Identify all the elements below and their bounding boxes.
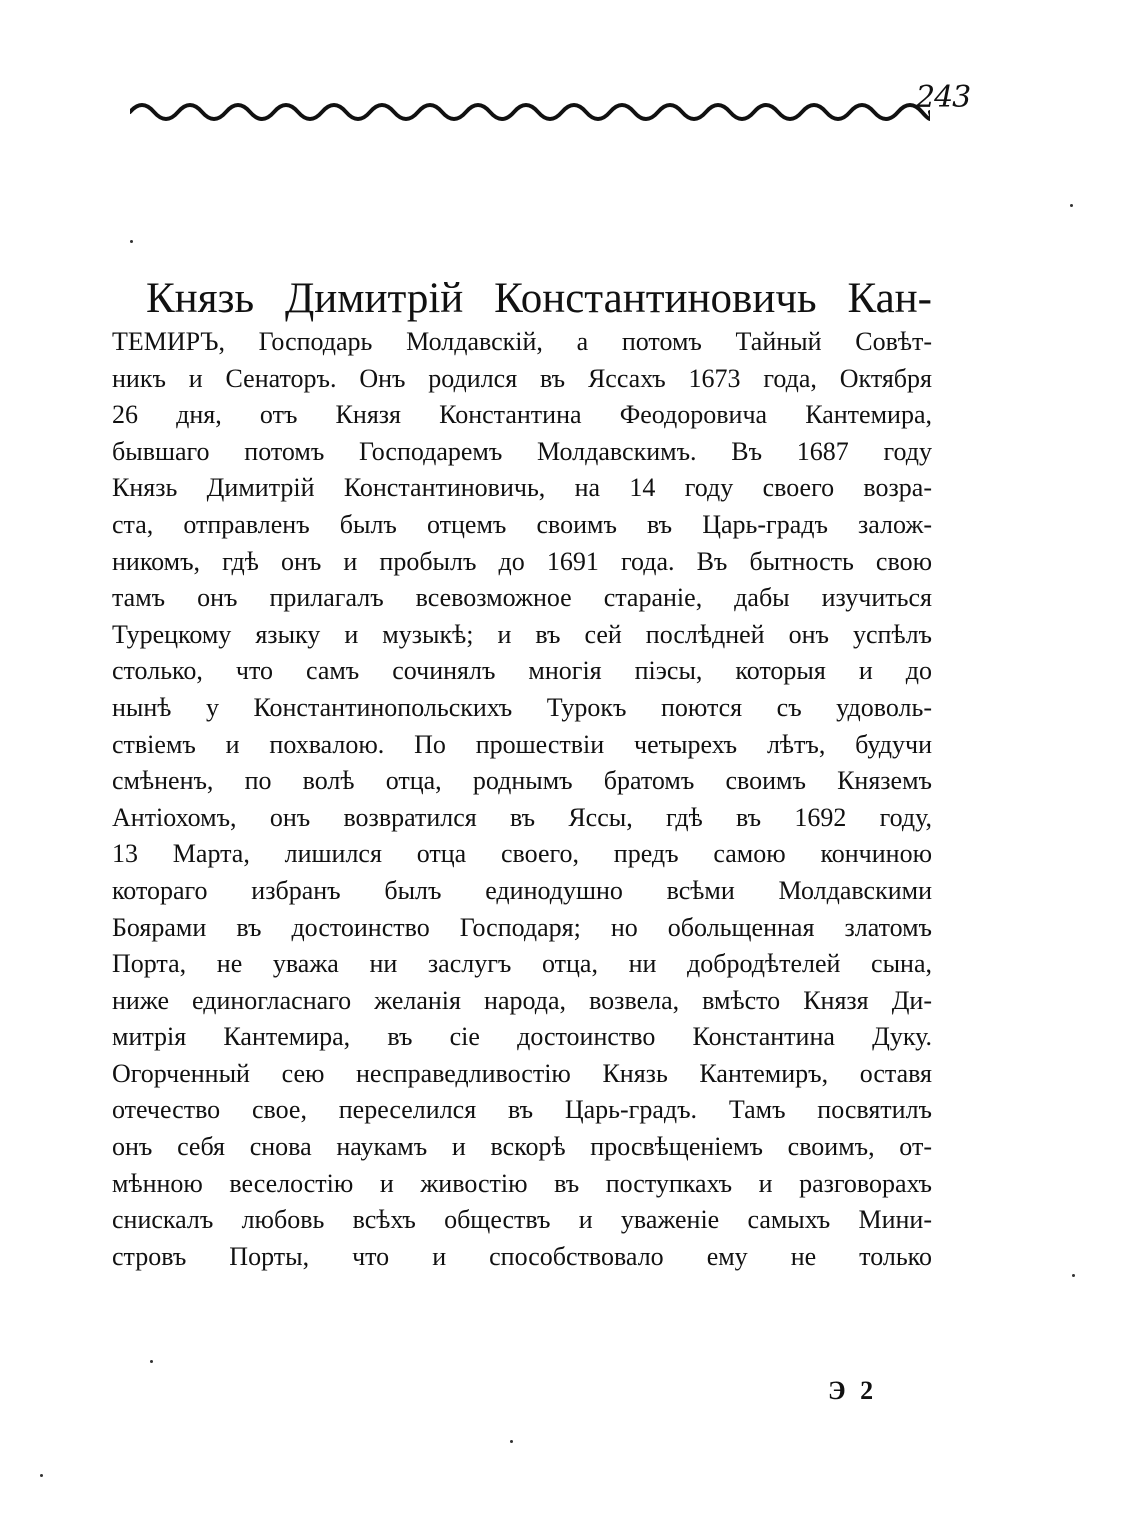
text-line: тамъ онъ прилагалъ всевозможное стараніе, дабы изучиться: [112, 583, 932, 613]
body-text: [112, 274, 932, 1275]
text-line: ниже единогласнаго желанія народа, возвела, вмѣсто Князя Ди-: [112, 985, 932, 1015]
text-line: нынѣ у Константинопольскихъ Турокъ поются съ удоволь-: [112, 692, 932, 722]
text-line: Порта, не уважа ни заслугъ отца, ни добродѣтелей сына,: [112, 949, 932, 979]
text-line: митрія Кантемира, въ сіе достоинство Константина Дуку.: [112, 1022, 932, 1052]
ink-speck: [1072, 1274, 1075, 1277]
ink-speck: [150, 1360, 153, 1363]
text-line: ствіемъ и похвалою. По прошествіи четырехъ лѣтъ, будучи: [112, 729, 932, 759]
text-line: онъ себя снова наукамъ и вскорѣ просвѣщеніемъ своимъ, от-: [112, 1132, 932, 1162]
text-line: столько, что самъ сочинялъ многія піэсы, которыя и до: [112, 656, 932, 686]
ink-speck: [40, 1474, 43, 1477]
text-line: Боярами въ достоинство Господаря; но обольщенная златомъ: [112, 912, 932, 942]
text-line: смѣненъ, по волѣ отца, роднымъ братомъ своимъ Княземъ: [112, 766, 932, 796]
wave-ornament-rule: [130, 92, 930, 132]
text-line: снискалъ любовь всѣхъ обществъ и уваженіе самыхъ Мини-: [112, 1205, 932, 1235]
text-line: котораго избранъ былъ единодушно всѣми Молдавскими: [112, 875, 932, 905]
text-line: бывшаго потомъ Господаремъ Молдавскимъ. Въ 1687 году: [112, 436, 932, 466]
text-line: стровъ Порты, что и способствовало ему не только: [112, 1241, 932, 1271]
text-line: мѣнною веселостію и живостію въ поступкахъ и разговорахъ: [112, 1168, 932, 1198]
text-line: Князь Димитрій Константиновичь, на 14 году своего возра-: [112, 473, 932, 503]
ink-speck: [1070, 204, 1073, 207]
text-line: ТЕМИРЪ, Господарь Молдавскій, а потомъ Тайный Совѣт-: [112, 327, 932, 356]
text-line: Турецкому языку и музыкѣ; и въ сей послѣдней онъ успѣлъ: [112, 619, 932, 649]
text-line: 13 Марта, лишился отца своего, предъ самою кончиною: [112, 839, 932, 869]
ink-speck: [510, 1440, 513, 1443]
text-line: ста, отправленъ былъ отцемъ своимъ въ Царь-градъ залож-: [112, 509, 932, 539]
page-number: 243: [916, 80, 971, 115]
text-line: Антіохомъ, онъ возвратился въ Яссы, гдѣ въ 1692 году,: [112, 802, 932, 832]
text-line: 26 дня, отъ Князя Константина Феодоровича Кантемира,: [112, 400, 932, 430]
text-line: никъ и Сенаторъ. Онъ родился въ Яссахъ 1673 года, Октября: [112, 363, 932, 393]
ink-speck: [130, 240, 133, 243]
text-line: Огорченный сею несправедливостію Князь Кантемиръ, оставя: [112, 1058, 932, 1088]
text-line: отечество свое, переселился въ Царь-градъ. Тамъ посвятилъ: [112, 1095, 932, 1125]
text-line-heading: Князь Димитрій Константиновичь Кан-: [146, 275, 932, 322]
text-line: никомъ, гдѣ онъ и пробылъ до 1691 года. Въ бытность свою: [112, 546, 932, 576]
signature-mark: Э 2: [828, 1376, 878, 1405]
